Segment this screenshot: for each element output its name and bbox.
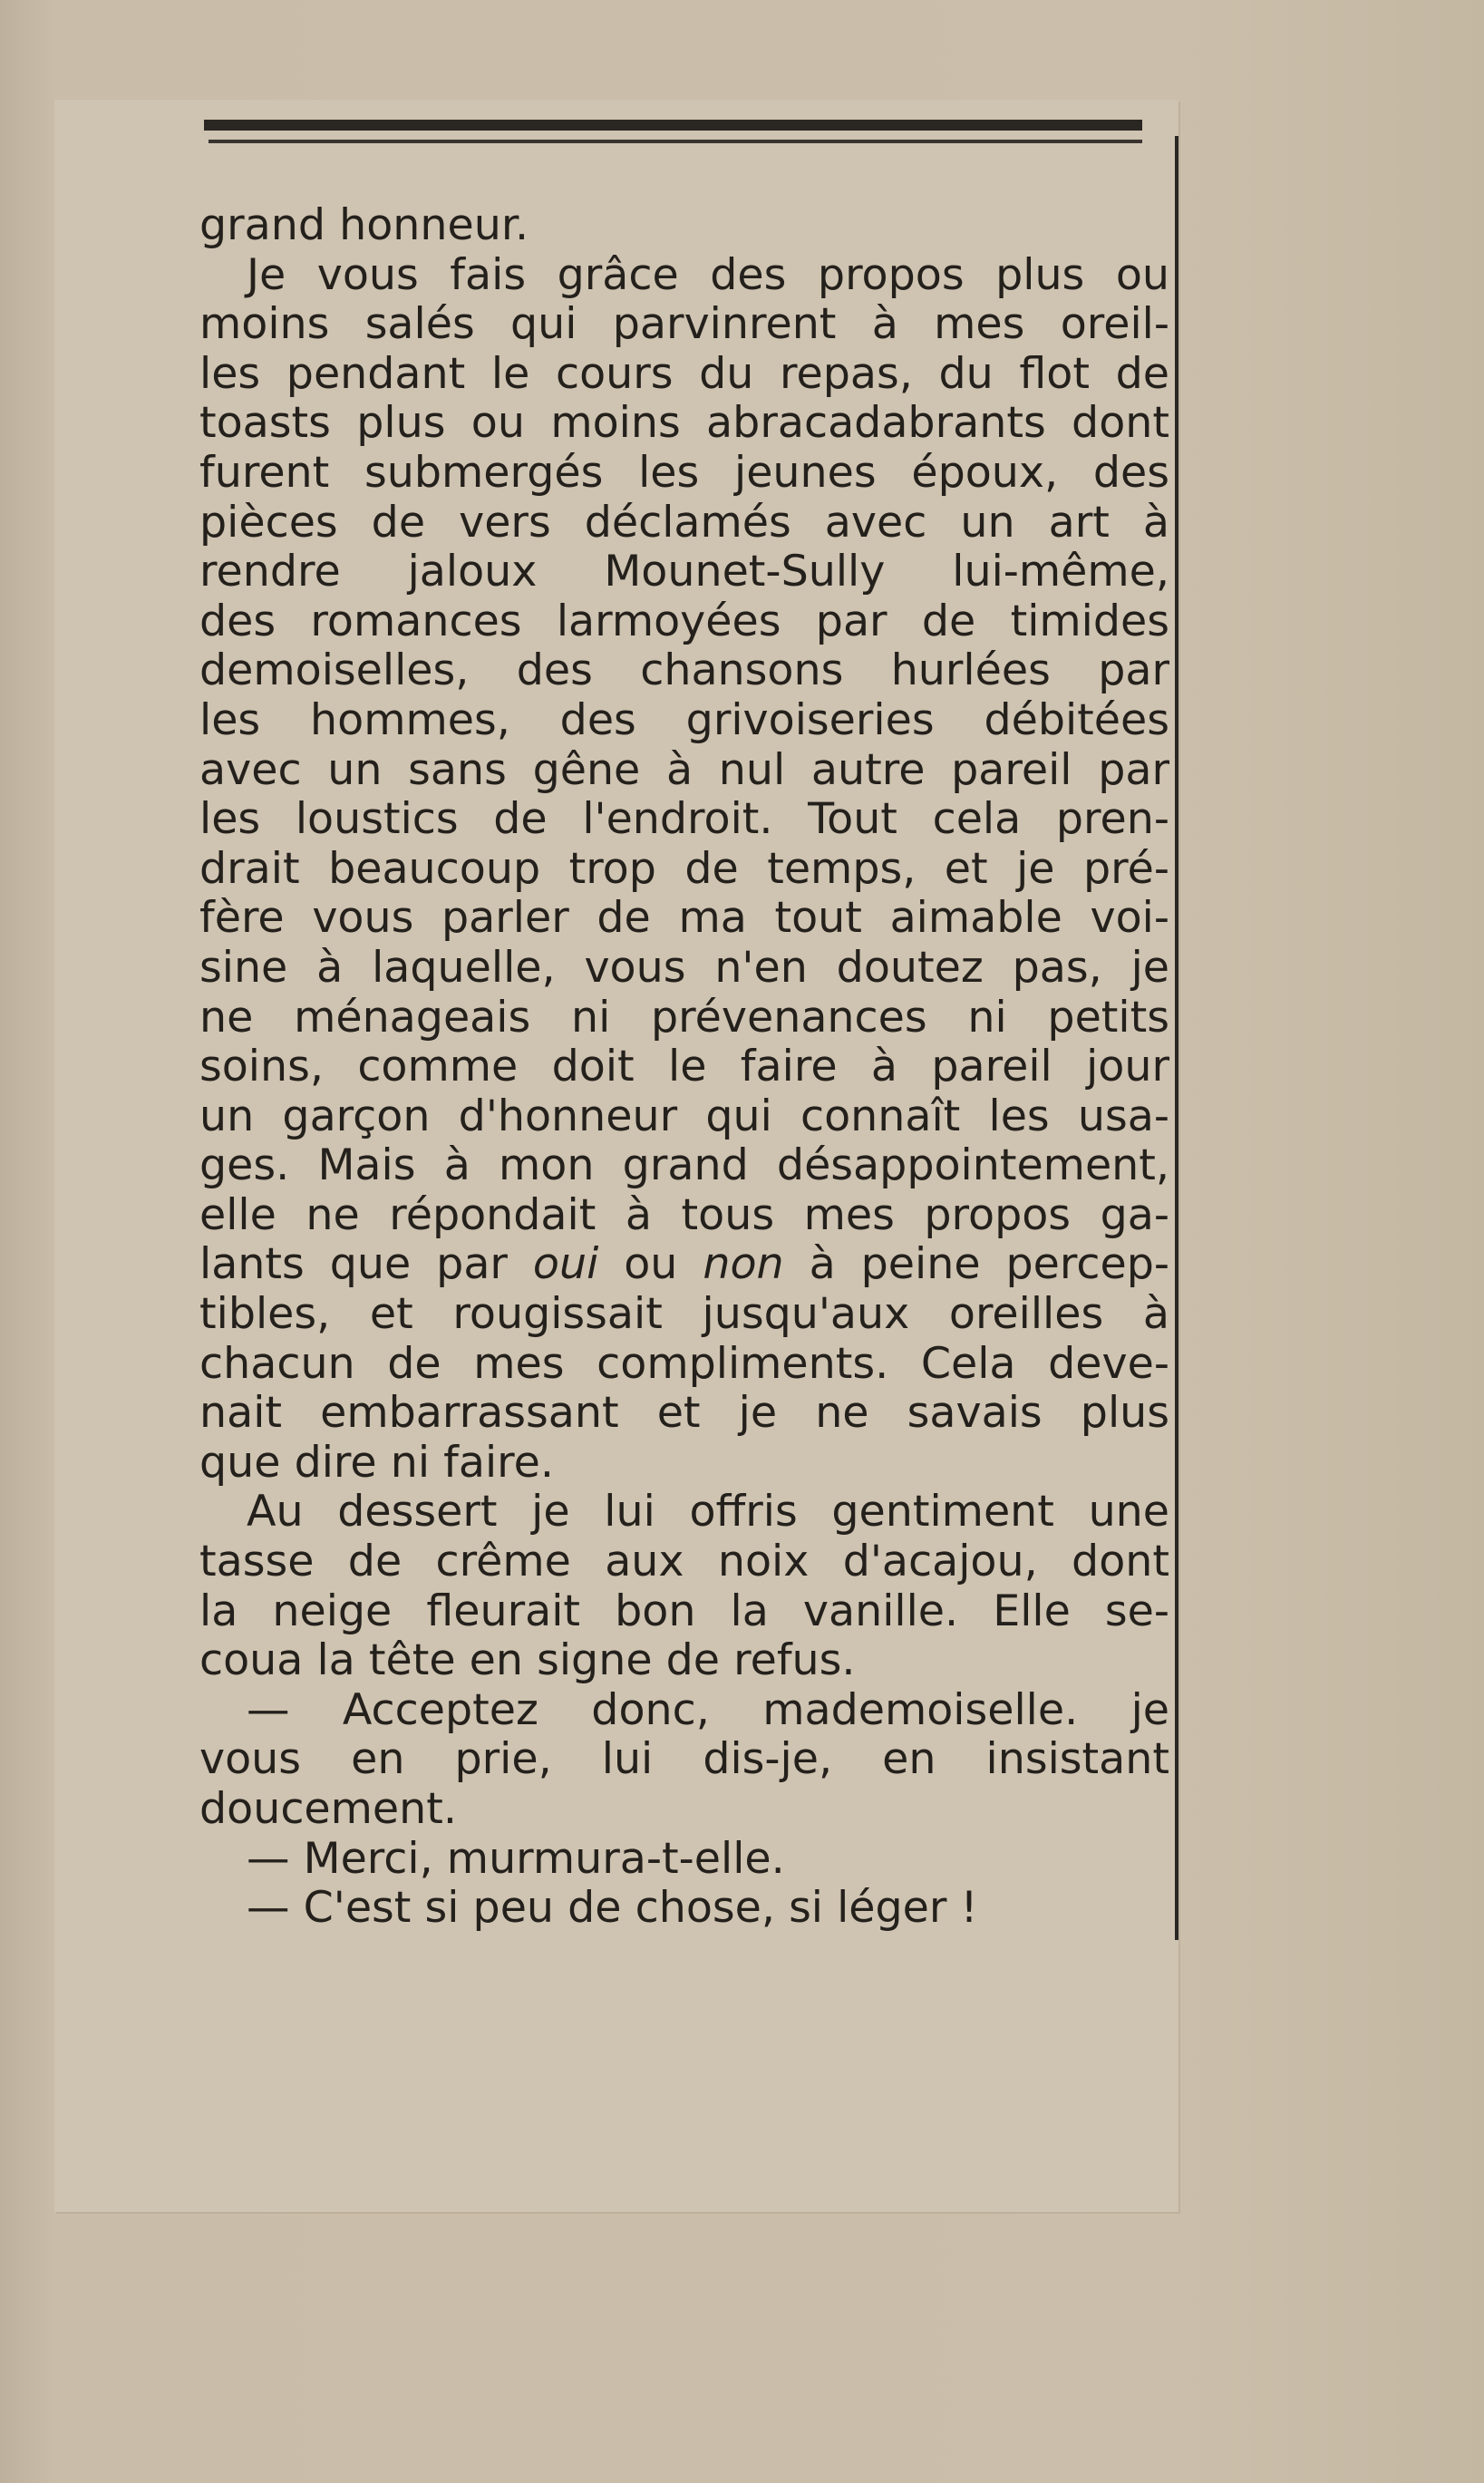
text-line: pièces de vers déclamés avec un art à	[199, 497, 1169, 548]
text-line: que dire ni faire.	[199, 1437, 554, 1488]
top-rule-thin	[209, 140, 1142, 143]
text-line: vous en prie, lui dis-je, en insistant	[199, 1734, 1169, 1785]
text-line: rendre jaloux Mounet-Sully lui-même,	[199, 547, 1169, 597]
text-line: doucement.	[199, 1784, 457, 1834]
text-line: demoiselles, des chansons hurlées par	[199, 645, 1169, 696]
text-line: les loustics de l'endroit. Tout cela pren-	[199, 794, 1169, 845]
text-line: les pendant le cours du repas, du flot de	[199, 348, 1169, 399]
text-line: un garçon d'honneur qui connaît les usa-	[199, 1091, 1169, 1141]
column-rule	[1175, 136, 1178, 1940]
text-line: nait embarrassant et je ne savais plus	[199, 1388, 1169, 1439]
text-line: Je vous fais grâce des propos plus ou	[247, 249, 1169, 300]
text-line: les hommes, des grivoiseries débitées	[199, 694, 1169, 745]
text-line: toasts plus ou moins abracadabrants dont	[199, 398, 1169, 449]
text-line: drait beaucoup trop de temps, et je pré-	[199, 843, 1169, 894]
top-rule	[204, 120, 1142, 131]
text-line: soins, comme doit le faire à pareil jour	[199, 1042, 1169, 1092]
article-text	[199, 201, 1169, 1934]
text-line: moins salés qui parvinrent à mes oreil-	[199, 299, 1169, 350]
text-line: lants que par oui ou non à peine percep-	[199, 1239, 1169, 1290]
text-line: grand honneur.	[199, 200, 529, 250]
text-line: chacun de mes compliments. Cela deve-	[199, 1338, 1169, 1389]
text-line: furent submergés les jeunes époux, des	[199, 447, 1169, 498]
text-line: la neige fleurait bon la vanille. Elle se-	[199, 1586, 1169, 1636]
text-line: tasse de crême aux noix d'acajou, dont	[199, 1537, 1169, 1587]
text-line: — Acceptez donc, mademoiselle. je	[247, 1684, 1169, 1735]
text-line: ges. Mais à mon grand désappointement,	[199, 1140, 1169, 1191]
text-line: Au dessert je lui offris gentiment une	[247, 1487, 1169, 1537]
text-line: coua la tête en signe de refus.	[199, 1635, 856, 1686]
text-line: elle ne répondait à tous mes propos ga-	[199, 1189, 1169, 1240]
text-line: des romances larmoyées par de timides	[199, 596, 1169, 646]
text-line: fère vous parler de ma tout aimable voi-	[199, 893, 1169, 944]
text-line: avec un sans gêne à nul autre pareil par	[199, 744, 1169, 795]
text-line: ne ménageais ni prévenances ni petits	[199, 992, 1169, 1043]
text-line: — C'est si peu de chose, si léger !	[247, 1883, 978, 1934]
text-line: tibles, et rougissait jusqu'aux oreilles à	[199, 1289, 1169, 1340]
text-line: sine à laquelle, vous n'en doutez pas, je	[199, 942, 1169, 993]
text-line: — Merci, murmura-t-elle.	[247, 1833, 785, 1884]
